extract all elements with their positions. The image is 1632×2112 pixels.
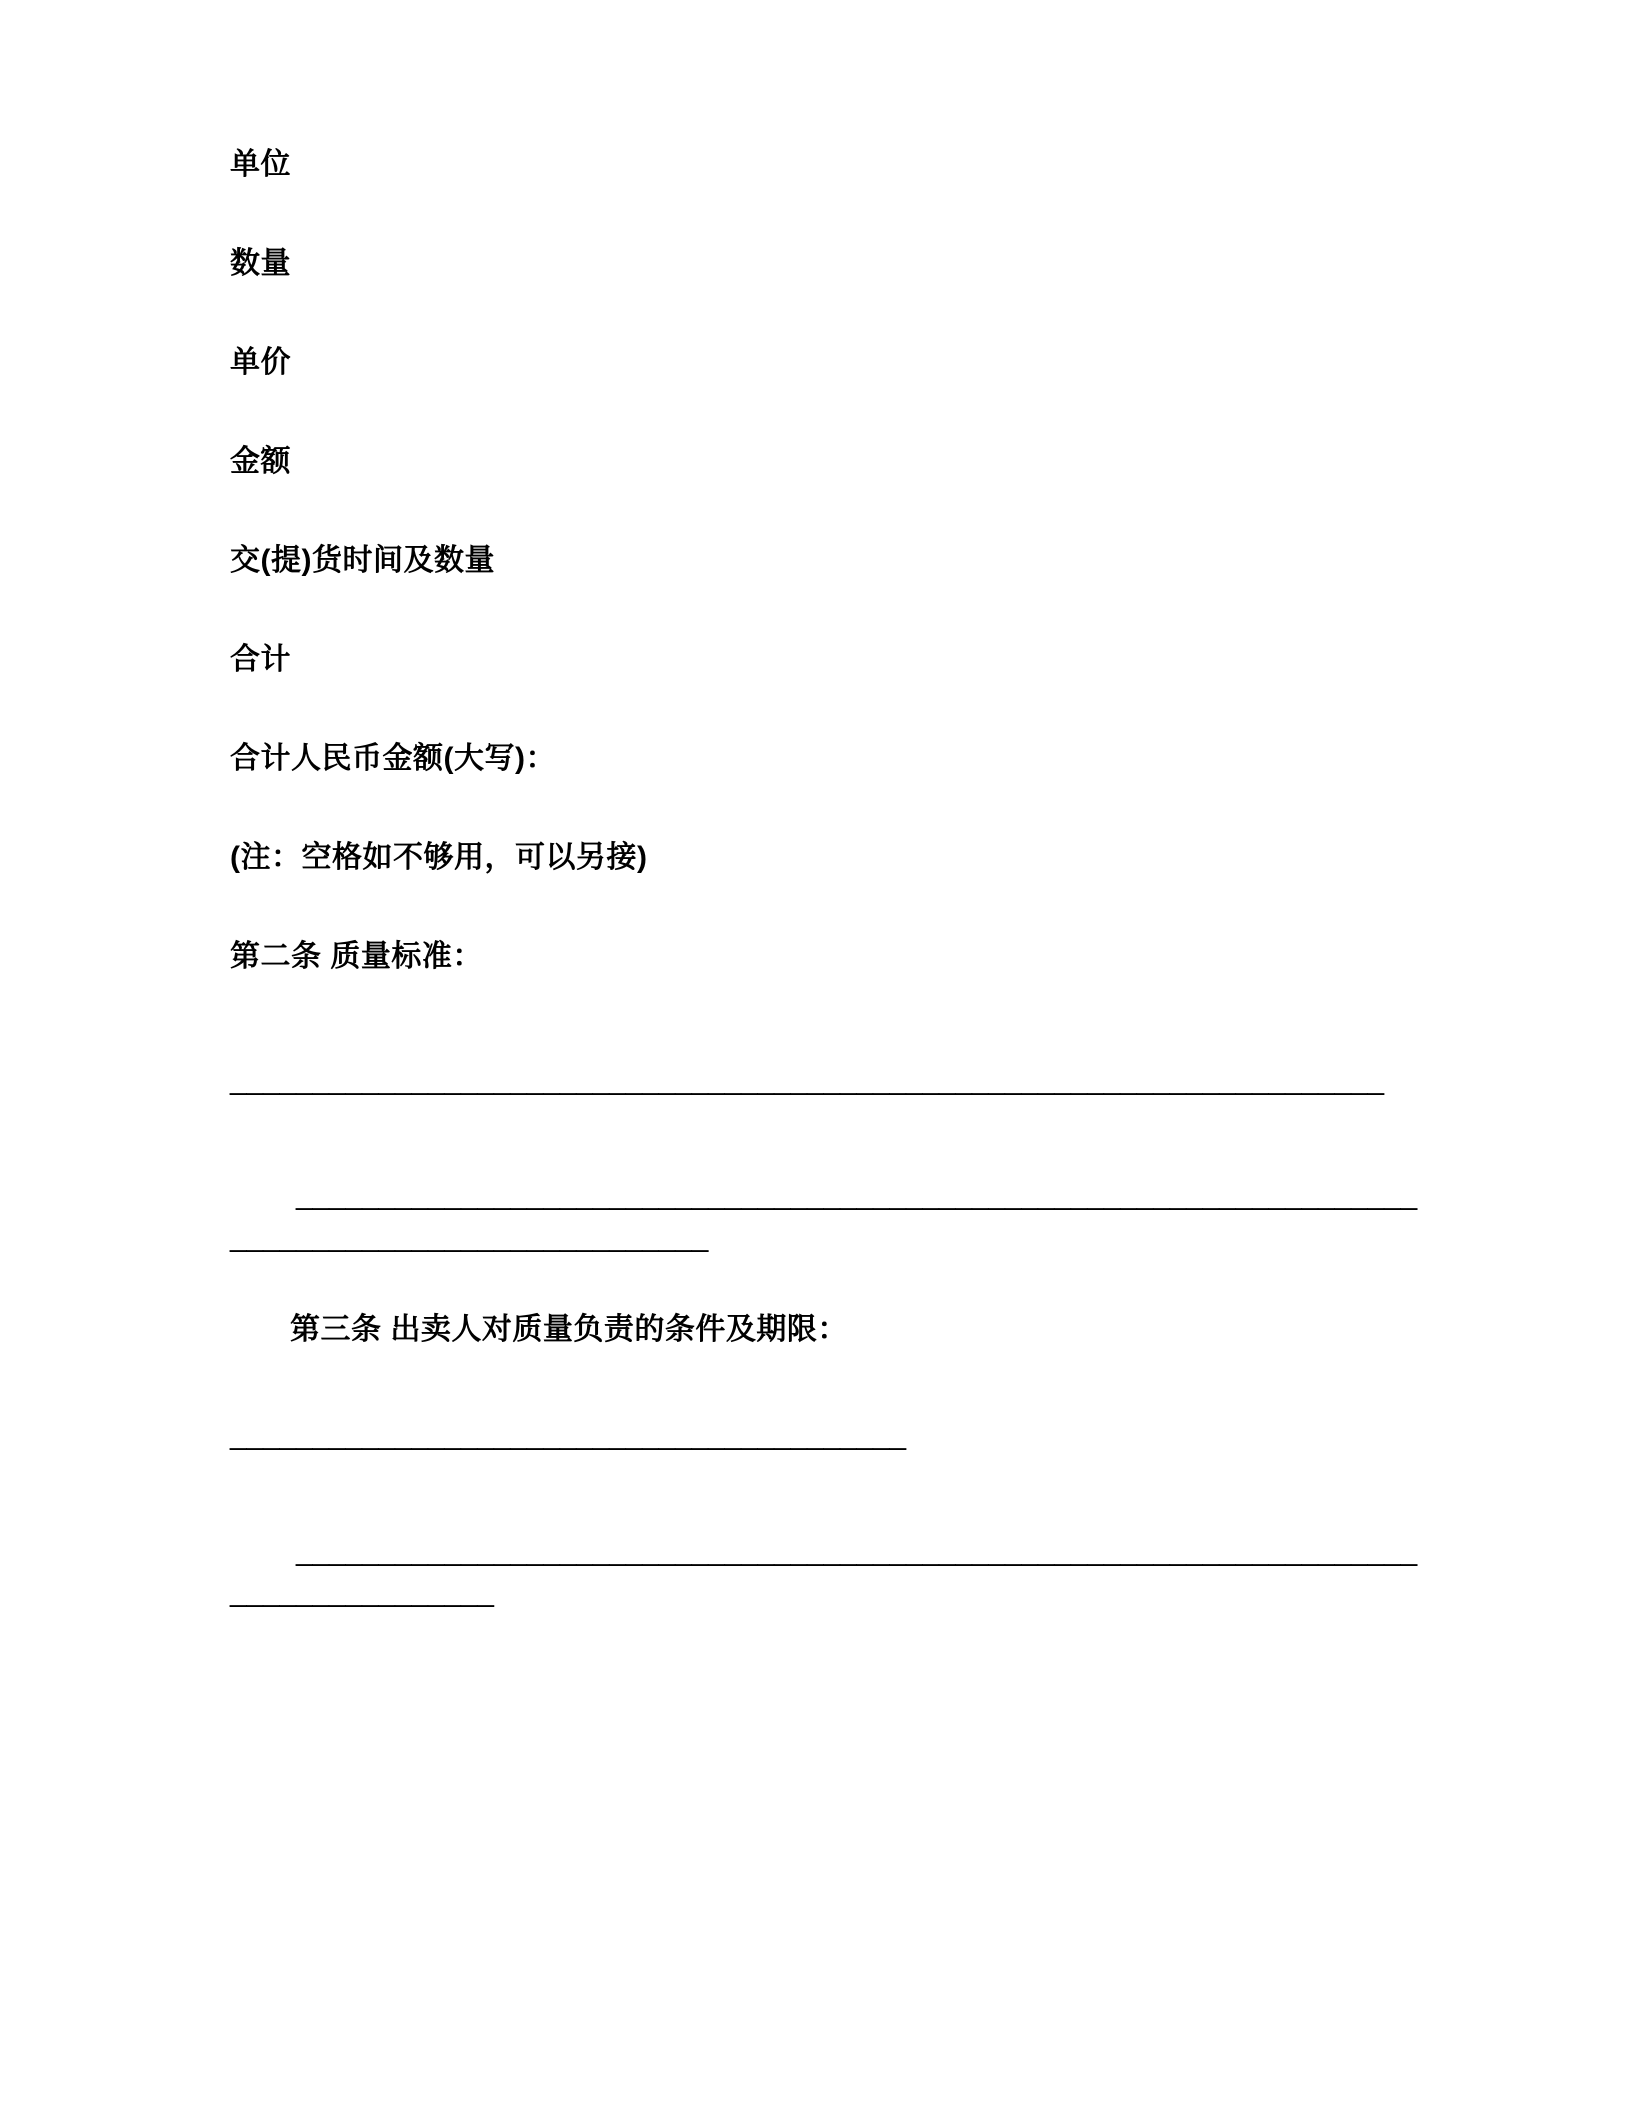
field-label-total-rmb-in-words: 合计人民币金额(大写)： (230, 742, 556, 775)
field-label-quantity: 数量 (230, 247, 291, 280)
spacer (230, 1140, 1422, 1174)
note-text: (注：空格如不够用，可以另接) (230, 841, 648, 874)
article-three-heading: 第三条 出卖人对质量负责的条件及期限： (290, 1313, 848, 1347)
blank-fill-rule-4: ____________________________________________________________________________________ (230, 1533, 1417, 1608)
spacer (230, 1496, 1422, 1530)
field-label-unit-price: 单价 (230, 346, 291, 379)
field-label-unit: 单位 (230, 148, 291, 181)
field-label-total: 合计 (230, 643, 291, 676)
blank-fill-rule-1: ______________________________________________________________________ (230, 1063, 1384, 1096)
blank-fill-rule-2: _________________________________________________________________________________________________ (230, 1178, 1417, 1253)
spacer (230, 1041, 1422, 1059)
field-label-amount: 金额 (230, 445, 291, 478)
article-two-heading: 第二条 质量标准： (230, 940, 483, 973)
field-label-delivery-time-and-quantity: 交(提)货时间及数量 (230, 544, 495, 577)
blank-fill-rule-3: _________________________________________ (230, 1418, 906, 1452)
